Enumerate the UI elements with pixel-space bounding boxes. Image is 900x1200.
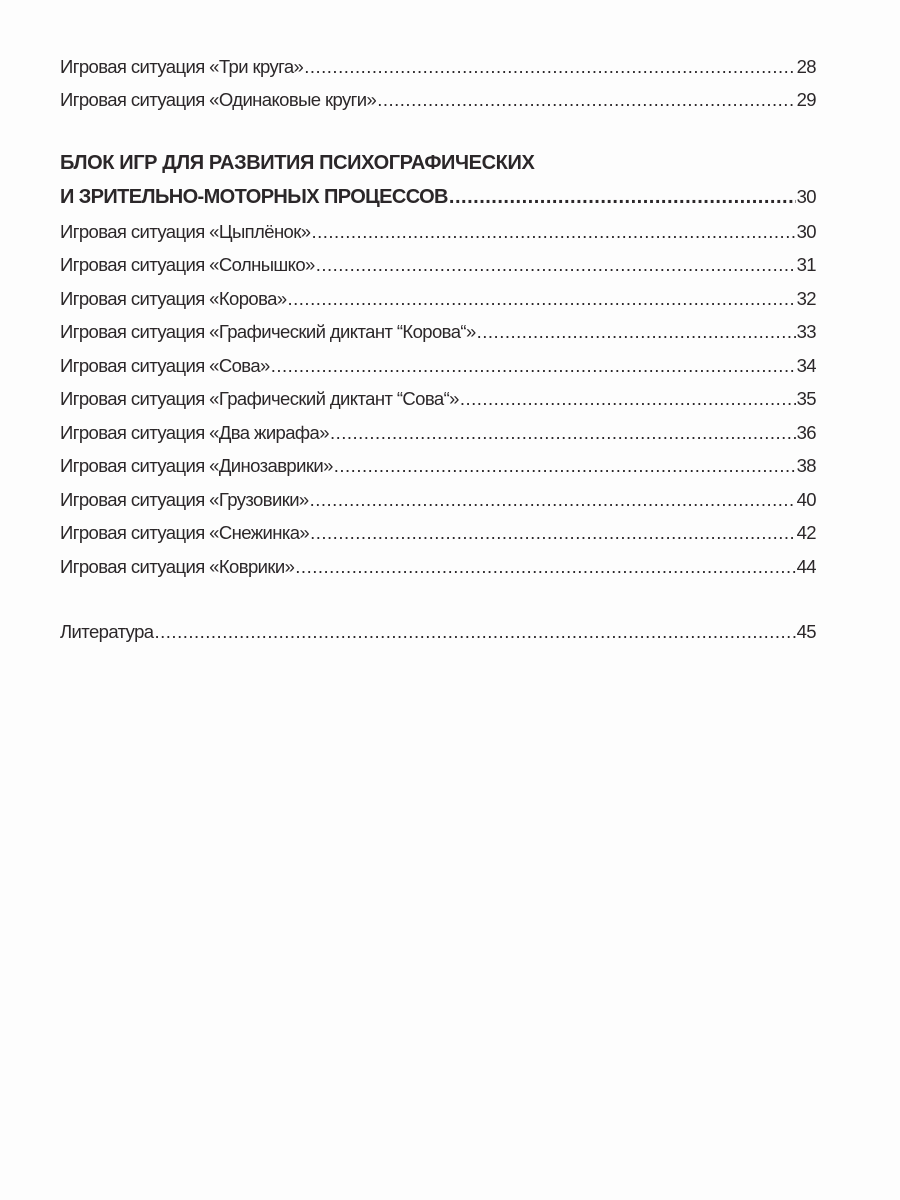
entry-page: 28 [796,56,816,77]
leader-dots [377,89,795,111]
toc-entry[interactable] [60,288,816,314]
toc-entry[interactable] [60,56,816,82]
leader-dots [460,388,796,410]
section-heading-entry[interactable] [60,186,816,212]
entry-title: Игровая ситуация «Графический диктант “Корова“» [60,321,476,342]
entry-page: 30 [796,186,816,207]
leader-dots [330,422,796,444]
entry-page: 35 [796,388,816,409]
entry-title: Игровая ситуация «Корова» [60,288,287,309]
toc-entry-literature[interactable] [60,621,816,647]
entry-page: 36 [796,422,816,443]
leader-dots [304,56,795,78]
entry-page: 34 [796,355,816,376]
toc-entry[interactable] [60,388,816,414]
toc-entry[interactable] [60,522,816,548]
entry-page: 30 [796,221,816,242]
entry-page: 44 [796,556,816,577]
entry-title: Игровая ситуация «Цыплёнок» [60,221,311,242]
toc-entry[interactable] [60,254,816,280]
leader-dots [288,288,796,310]
entry-page: 38 [796,455,816,476]
toc-entry[interactable] [60,455,816,481]
leader-dots [310,489,796,511]
section-title-line1: БЛОК ИГР ДЛЯ РАЗВИТИЯ ПСИХОГРАФИЧЕСКИХ [60,152,535,174]
toc-entry[interactable] [60,221,816,247]
entry-title: Игровая ситуация «Солнышко» [60,254,315,275]
toc-entry[interactable] [60,489,816,515]
toc-entry[interactable] [60,556,816,582]
leader-dots [449,186,796,209]
entry-title: Игровая ситуация «Сова» [60,355,270,376]
toc-entry[interactable] [60,422,816,448]
entry-title: Игровая ситуация «Коврики» [60,556,295,577]
leader-dots [295,556,795,578]
entry-title: Игровая ситуация «Снежинка» [60,522,310,543]
leader-dots [311,221,795,243]
entry-page: 33 [796,321,816,342]
leader-dots [310,522,795,544]
toc-entry[interactable] [60,355,816,381]
leader-dots [271,355,796,377]
leader-dots [334,455,796,477]
entry-title: Игровая ситуация «Два жирафа» [60,422,329,443]
entry-page: 40 [796,489,816,510]
entry-page: 31 [796,254,816,275]
entry-title: Игровая ситуация «Графический диктант “Сова“» [60,388,459,409]
leader-dots [155,621,796,643]
entry-page: 29 [796,89,816,110]
entry-page: 32 [796,288,816,309]
leader-dots [316,254,796,276]
entry-title: Игровая ситуация «Грузовики» [60,489,309,510]
entry-page: 45 [796,621,816,642]
entry-title: Игровая ситуация «Динозаврики» [60,455,333,476]
entry-page: 42 [796,522,816,543]
entry-title: Игровая ситуация «Три круга» [60,56,304,77]
leader-dots [477,321,796,343]
entry-title: Игровая ситуация «Одинаковые круги» [60,89,377,110]
section-title-line2: И ЗРИТЕЛЬНО-МОТОРНЫХ ПРОЦЕССОВ [60,186,448,208]
toc-entry[interactable] [60,89,816,115]
entry-title: Литература [60,621,154,642]
toc-entry[interactable] [60,321,816,347]
